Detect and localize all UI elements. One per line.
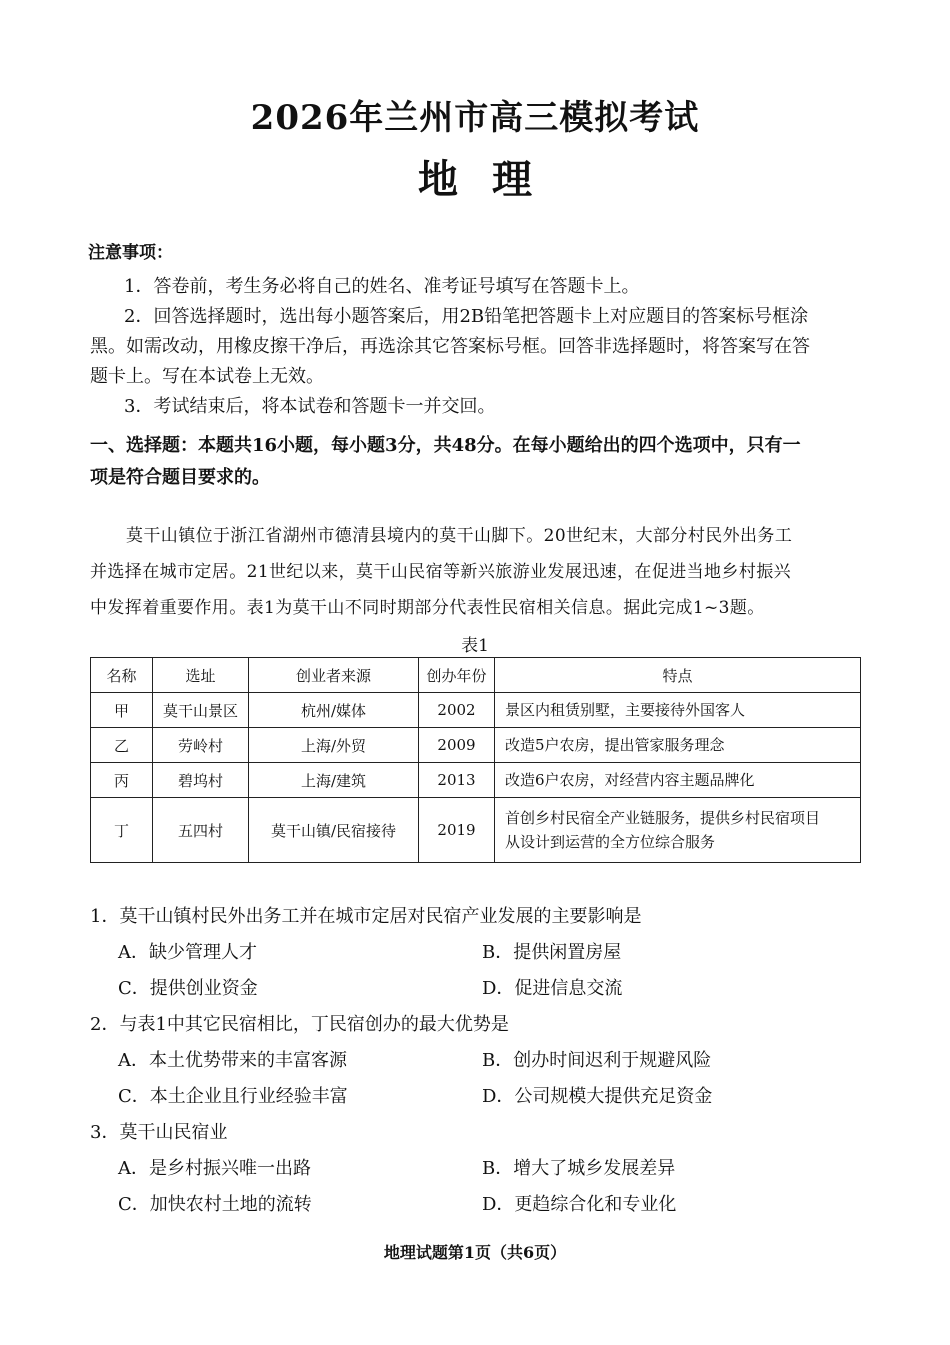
note-item-2-cont: 黑。如需改动，用橡皮擦干净后，再选涂其它答案标号框。回答非选择题时，将答案写在答	[90, 336, 810, 357]
header-name: 名称	[91, 658, 153, 693]
cell-source: 杭州/媒体	[249, 693, 419, 728]
subject-title: 地理	[418, 156, 566, 203]
question-1-stem: 1．莫干山镇村民外出务工并在城市定居对民宿产业发展的主要影响是	[90, 906, 642, 927]
note-item-3: 3．考试结束后，将本试卷和答题卡一并交回。	[124, 396, 496, 417]
q3-option-d[interactable]: D．更趋综合化和专业化	[482, 1194, 677, 1215]
reading-passage	[90, 518, 862, 626]
cell-site: 莫干山景区	[153, 693, 249, 728]
passage-line-1: 莫干山镇位于浙江省湖州市德清县境内的莫干山脚下。20世纪末，大部分村民外出务工	[126, 526, 793, 546]
table-row	[91, 763, 861, 798]
q3-option-c[interactable]: C．加快农村土地的流转	[118, 1194, 312, 1215]
cell-feature: 改造5户农房，提出管家服务理念	[495, 728, 861, 763]
question-3-stem: 3．莫干山民宿业	[90, 1122, 228, 1143]
cell-source: 上海/外贸	[249, 728, 419, 763]
cell-year: 2009	[419, 728, 495, 763]
cell-feature: 首创乡村民宿全产业链服务，提供乡村民宿项目 从设计到运营的全方位综合服务	[495, 798, 861, 863]
cell-feature: 景区内租赁别墅，主要接待外国客人	[495, 693, 861, 728]
q3-option-a[interactable]: A．是乡村振兴唯一出路	[118, 1158, 311, 1179]
homestay-table	[90, 657, 861, 863]
table-header-row	[91, 658, 861, 693]
cell-source: 莫干山镇/民宿接待	[249, 798, 419, 863]
section-heading: 一、选择题：本题共16小题，每小题3分，共48分。在每小题给出的四个选项中，只有一 项是符合题目要求的。	[90, 435, 801, 488]
note-item-2-end: 题卡上。写在本试卷上无效。	[90, 366, 324, 387]
cell-year: 2019	[419, 798, 495, 863]
q3-option-b[interactable]: B．增大了城乡发展差异	[482, 1158, 676, 1179]
q2-option-d[interactable]: D．公司规模大提供充足资金	[482, 1086, 713, 1107]
exam-title: 2026年兰州市高三模拟考试	[250, 98, 700, 138]
cell-name: 丙	[91, 763, 153, 798]
cell-name: 甲	[91, 693, 153, 728]
q1-option-c[interactable]: C．提供创业资金	[118, 978, 258, 999]
header-site: 选址	[153, 658, 249, 693]
table-row	[91, 693, 861, 728]
question-2-stem: 2．与表1中其它民宿相比，丁民宿创办的最大优势是	[90, 1014, 509, 1035]
header-source: 创业者来源	[249, 658, 419, 693]
cell-feature: 改造6户农房，对经营内容主题品牌化	[495, 763, 861, 798]
cell-year: 2013	[419, 763, 495, 798]
cell-site: 五四村	[153, 798, 249, 863]
cell-site: 劳岭村	[153, 728, 249, 763]
cell-site: 碧坞村	[153, 763, 249, 798]
table-row	[91, 728, 861, 763]
q1-option-d[interactable]: D．促进信息交流	[482, 978, 623, 999]
header-feature: 特点	[495, 658, 861, 693]
page-footer: 地理试题第1页（共6页）	[383, 1243, 567, 1262]
cell-year: 2002	[419, 693, 495, 728]
table-caption: 表1	[461, 636, 489, 656]
q1-option-a[interactable]: A．缺少管理人才	[118, 942, 257, 963]
q2-option-c[interactable]: C．本土企业且行业经验丰富	[118, 1086, 348, 1107]
cell-source: 上海/建筑	[249, 763, 419, 798]
table-row	[91, 798, 861, 863]
q2-option-a[interactable]: A．本土优势带来的丰富客源	[118, 1050, 347, 1071]
note-item-1: 1．答卷前，考生务必将自己的姓名、准考证号填写在答题卡上。	[124, 276, 640, 297]
q2-option-b[interactable]: B．创办时间迟利于规避风险	[482, 1050, 712, 1071]
passage-line-2: 并选择在城市定居。21世纪以来，莫干山民宿等新兴旅游业发展迅速，在促进当地乡村振兴	[90, 562, 792, 582]
header-year: 创办年份	[419, 658, 495, 693]
note-item-2: 2．回答选择题时，选出每小题答案后，用2B铅笔把答题卡上对应题目的答案标号框涂	[124, 306, 809, 327]
q1-option-b[interactable]: B．提供闲置房屋	[482, 942, 622, 963]
notes-heading: 注意事项：	[88, 243, 173, 263]
cell-name: 乙	[91, 728, 153, 763]
cell-name: 丁	[91, 798, 153, 863]
passage-line-3: 中发挥着重要作用。表1为莫干山不同时期部分代表性民宿相关信息。据此完成1~3题。	[90, 598, 765, 618]
